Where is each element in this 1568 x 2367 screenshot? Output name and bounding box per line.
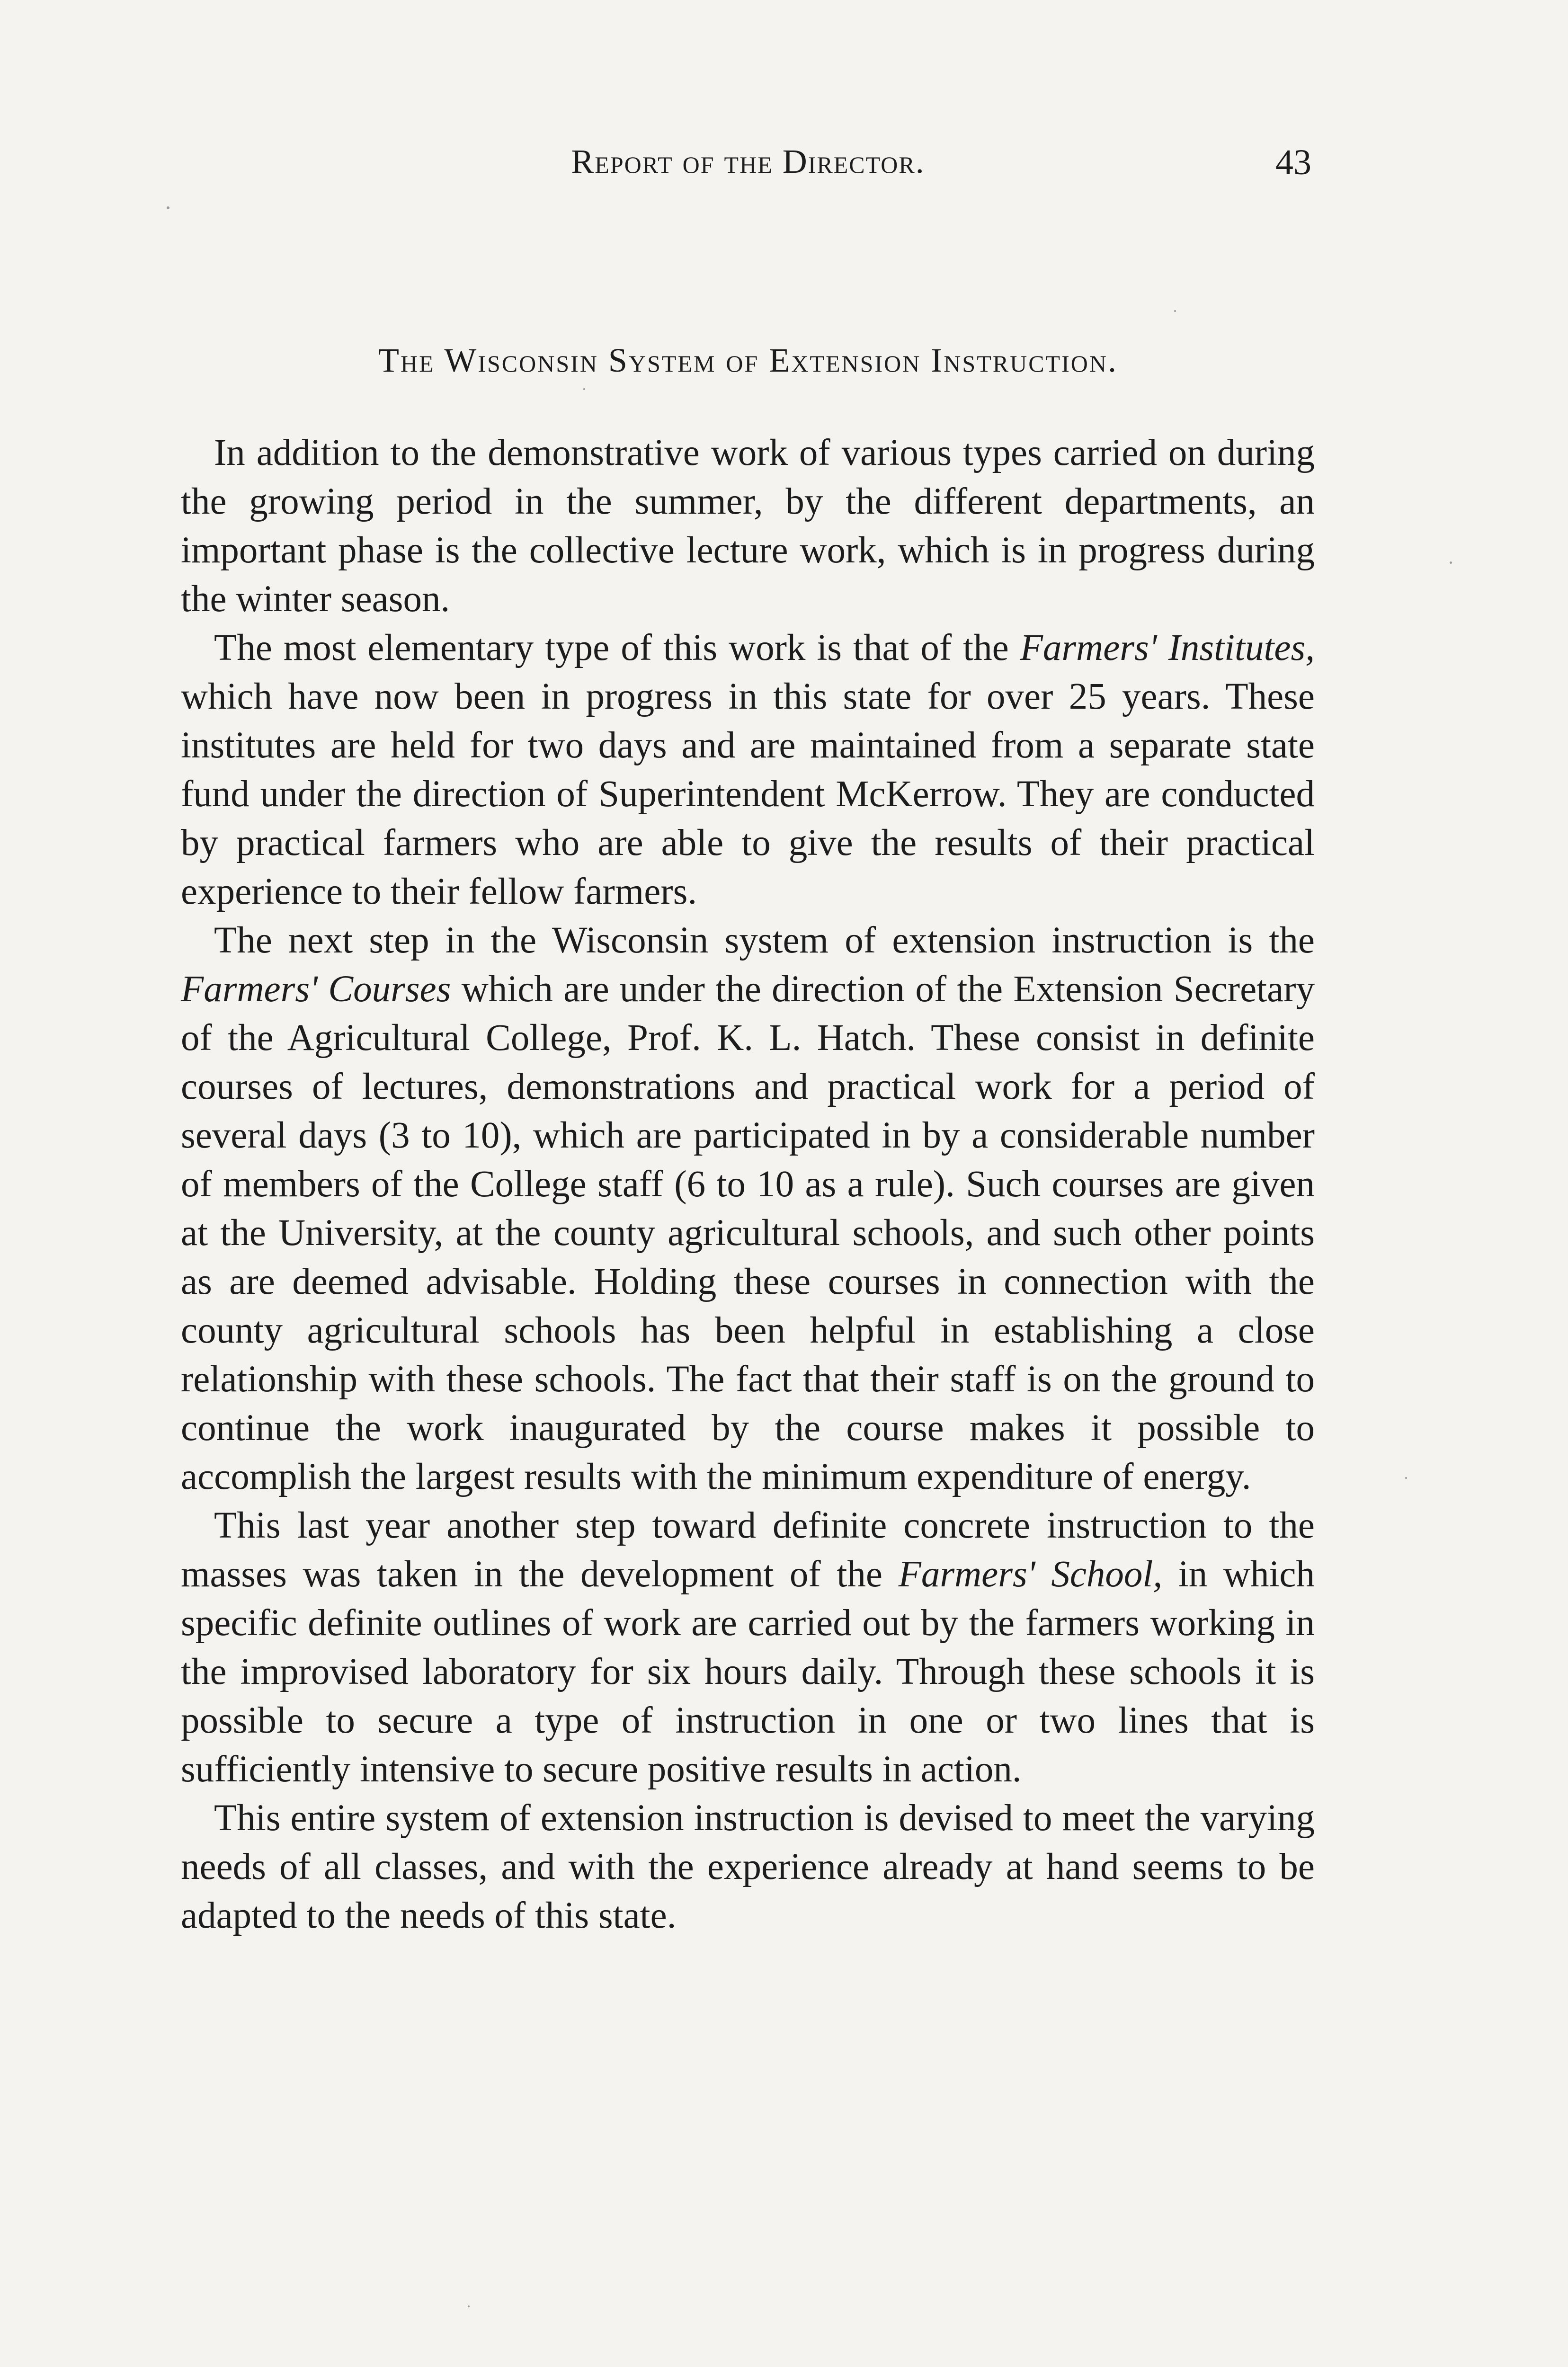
paragraph-text: which are under the direction of the Extension Secretary of the Agricultural College, Prof. K. L. Hatch. These consist in definite courses of lectures, demonstrations and practical work for a period of several days (3 to 10), which are participated in by a considerable number of members of the College staff (6 to 10 as a rule). Such courses are given at the University, at the county agricultural schools, and such other points as are deemed advisable. Holding these courses in connection with the county agricultural schools has been helpful in establishing a close relationship with these schools. The fact that their staff is on the ground to continue the work inaugurated by the course makes it possible to accomplish the largest results with the minimum expenditure of energy. bbox=[181, 969, 1315, 1497]
scan-speck bbox=[468, 2305, 470, 2307]
body-text bbox=[181, 428, 1315, 1940]
italic-term-farmers-institutes: Farmers' Institutes, bbox=[1020, 627, 1315, 668]
paragraph-text: This last year another step toward definite concrete instruction to the masses was taken in the development of the bbox=[181, 1505, 1315, 1595]
scan-speck bbox=[1450, 561, 1452, 564]
scan-speck bbox=[1405, 1477, 1407, 1479]
running-head bbox=[185, 142, 1311, 199]
paragraph bbox=[181, 1501, 1315, 1794]
italic-term-farmers-courses: Farmers' Courses bbox=[181, 969, 451, 1010]
paragraph-text: The most elementary type of this work is that of the bbox=[214, 627, 1020, 668]
paragraph bbox=[181, 1794, 1315, 1940]
running-title: Report of the Director. bbox=[571, 142, 925, 180]
paragraph-text: in which specific definite outlines of work are carried out by the farmers working in the improvised laboratory for six hours daily. Through these schools it is possible to secure a type of instruction in one or two lines that is sufficiently intensive to secure positive results in action. bbox=[181, 1554, 1315, 1790]
paragraph-text: The next step in the Wisconsin system of extension instruction is the bbox=[214, 920, 1315, 961]
paragraph bbox=[181, 623, 1315, 916]
paragraph bbox=[181, 916, 1315, 1501]
paragraph-text: which have now been in progress in this state for over 25 years. These institutes are held for two days and are maintained from a separate state fund under the direction of Superintendent McKerrow. They are conducted by practical farmers who are able to give the results of their practical experience to their fellow farmers. bbox=[181, 676, 1315, 912]
section-title: The Wisconsin System of Extension Instruction. bbox=[378, 341, 1118, 379]
paragraph-text: This entire system of extension instruction is devised to meet the varying needs of all classes, and with the experience already at hand seems to be adapted to the needs of this state. bbox=[181, 1797, 1315, 1936]
italic-term-farmers-school: Farmers' School, bbox=[898, 1554, 1163, 1595]
page-number: 43 bbox=[1275, 142, 1311, 182]
paragraph bbox=[181, 428, 1315, 623]
scan-speck bbox=[167, 206, 169, 209]
paragraph-text: In addition to the demonstrative work of various types carried on during the growing period in the summer, by the different departments, an important phase is the collective lecture work, which is in progress during the winter season. bbox=[181, 432, 1315, 620]
scan-speck bbox=[1174, 310, 1176, 312]
scan-speck bbox=[583, 388, 585, 390]
